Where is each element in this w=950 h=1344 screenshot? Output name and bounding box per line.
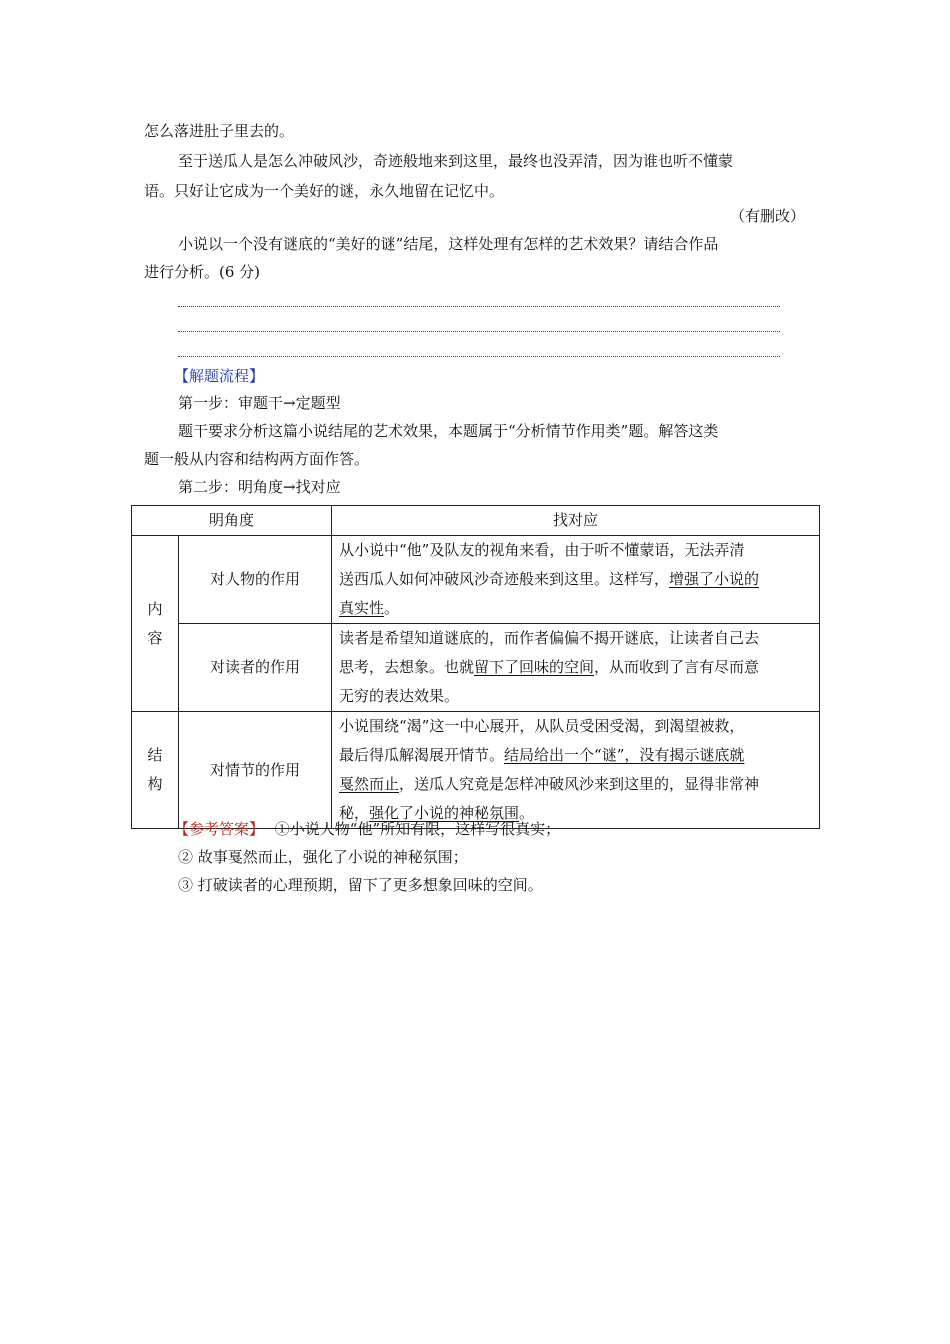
underlined-key-point: 结局给出一个“谜”，没有揭示谜底就	[504, 746, 745, 764]
group-structure: 结 构	[132, 712, 179, 829]
answer-line-1	[174, 819, 560, 839]
table-row	[132, 624, 820, 712]
table-row	[132, 712, 820, 829]
answer-item-1: ①小说人物“他”所知有限，这样写很真实；	[274, 820, 561, 838]
header-correspondence: 找对应	[332, 506, 820, 536]
row-label-plot: 对情节的作用	[179, 712, 332, 829]
row-text-plot: 小说围绕“渴”这一中心展开，从队员受困受渴，到渴望被救， 最后得瓜解渴展开情节。结局给出一个“谜”，没有揭示谜底就 戛然而止，送瓜人究竟是怎样冲破风沙来到这里的，显得非常神 秘，强化了小说的神秘氛围。	[332, 712, 820, 829]
passage-line-2: 至于送瓜人是怎么冲破风沙，奇迹般地来到这里，最终也没弄清，因为谁也听不懂蒙	[178, 152, 734, 170]
group-content: 内 容	[132, 536, 179, 712]
step-two: 第二步：明角度→找对应	[178, 478, 341, 496]
row-label-reader: 对读者的作用	[179, 624, 332, 712]
underlined-key-point: 增强了小说的	[669, 570, 760, 588]
passage-line-3: 语。只好让它成为一个美好的谜，永久地留在记忆中。	[144, 182, 505, 200]
table-row	[132, 536, 820, 624]
question-line-1: 小说以一个没有谜底的“美好的谜”结尾，这样处理有怎样的艺术效果？请结合作品	[178, 235, 719, 253]
process-paragraph-line-2: 题一般从内容和结构两方面作答。	[144, 450, 370, 468]
process-title: 【解题流程】	[174, 367, 265, 385]
underlined-key-point: 真实性	[339, 599, 385, 617]
row-text-reader: 读者是希望知道谜底的，而作者偏偏不揭开谜底，让读者自己去 思考，去想象。也就留下了回味的空间，从而收到了言有尽而意 无穷的表达效果。	[332, 624, 820, 712]
passage-line-1: 怎么落进肚子里去的。	[144, 122, 295, 140]
row-label-character: 对人物的作用	[179, 536, 332, 624]
underlined-key-point: 戛然而止	[339, 775, 400, 793]
answer-blank-line	[178, 356, 780, 357]
passage-source: （有删改）	[729, 207, 805, 225]
answer-blank-line	[178, 331, 780, 332]
table-header-row	[132, 506, 820, 536]
row-text-character: 从小说中“他”及队友的视角来看，由于听不懂蒙语，无法弄清 送西瓜人如何冲破风沙奇迹般来到这里。这样写，增强了小说的 真实性。	[332, 536, 820, 624]
answer-blank-line	[178, 306, 780, 307]
answer-item-3: ③ 打破读者的心理预期，留下了更多想象回味的空间。	[178, 876, 543, 894]
header-angle: 明角度	[132, 506, 332, 536]
analysis-table	[131, 505, 820, 829]
underlined-key-point: 留下了回味的空间	[474, 658, 595, 676]
underlined-key-point: 强化了小说的神秘氛围	[369, 804, 520, 822]
question-line-2: 进行分析。(6 分)	[144, 263, 261, 281]
process-paragraph-line-1: 题干要求分析这篇小说结尾的艺术效果，本题属于“分析情节作用类”题。解答这类	[178, 422, 719, 440]
answer-item-2: ② 故事戛然而止，强化了小说的神秘氛围；	[178, 848, 468, 866]
answer-tag: 【参考答案】	[174, 820, 265, 838]
step-one: 第一步：审题干→定题型	[178, 394, 341, 412]
